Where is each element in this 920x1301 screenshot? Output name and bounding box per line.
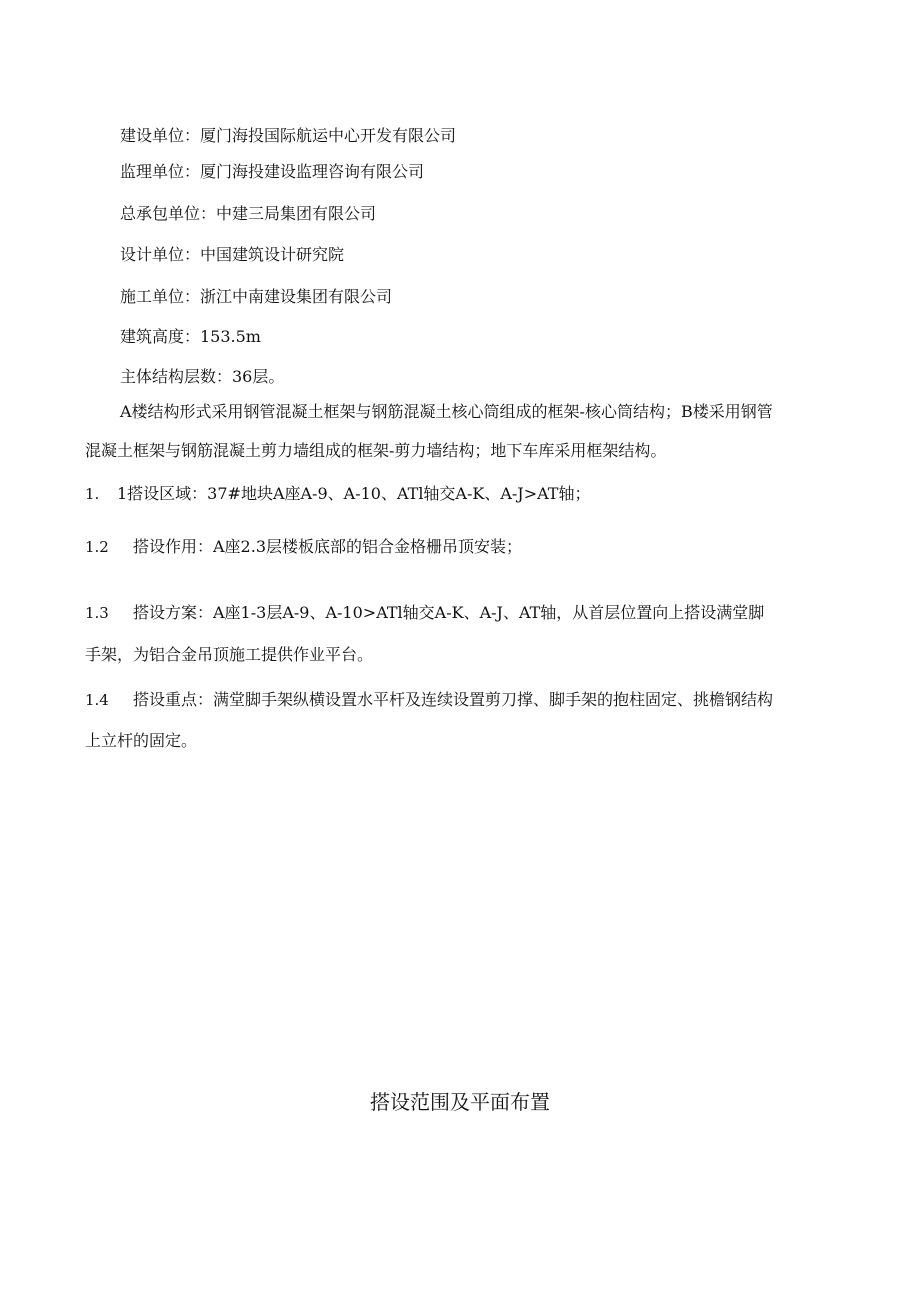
item-text-continuation: 手架，为铝合金吊顶施工提供作业平台。 <box>85 645 374 664</box>
item-number: 1.2 <box>85 538 109 556</box>
design-unit-line: 设计单位：中国建筑设计研究院 <box>120 245 345 264</box>
item-text: 1搭设区域：37#地块A座A-9、A-10、ATl轴交A-K、A-J>AT轴； <box>117 484 591 503</box>
construction-company-line: 施工单位：浙江中南建设集团有限公司 <box>120 287 393 306</box>
construction-unit-line: 建设单位：厦门海投国际航运中心开发有限公司 <box>120 126 457 145</box>
item-text: 搭设重点：满堂脚手架纵横设置水平杆及连续设置剪刀撑、脚手架的抱柱固定、挑檐钢结构 <box>133 690 774 709</box>
item-text-continuation: 上立杆的固定。 <box>85 731 198 750</box>
item-text: 搭设方案：A座1-3层A-9、A-10>ATl轴交A-K、A-J、AT轴，从首层位置向上搭设满堂脚 <box>133 603 765 622</box>
supervision-unit-line: 监理单位：厦门海投建设监理咨询有限公司 <box>120 162 425 181</box>
building-height-line: 建筑高度：153.5m <box>120 327 261 346</box>
item-number: 1.4 <box>85 691 109 709</box>
general-contractor-line: 总承包单位：中建三局集团有限公司 <box>120 204 377 223</box>
structure-paragraph-line-1: A楼结构形式采用钢管混凝土框架与钢筋混凝土核心筒组成的框架-核心筒结构；B楼采用钢管 <box>120 402 773 421</box>
floors-line: 主体结构层数：36层。 <box>120 367 285 386</box>
item-number: 1.3 <box>85 604 109 622</box>
structure-paragraph-line-2: 混凝土框架与钢筋混凝土剪力墙组成的框架-剪力墙结构；地下车库采用框架结构。 <box>85 441 667 460</box>
item-number: 1. <box>85 485 100 503</box>
item-text: 搭设作用：A座2.3层楼板底部的铝合金格栅吊顶安装； <box>133 537 523 556</box>
section-heading: 搭设范围及平面布置 <box>370 1090 550 1114</box>
